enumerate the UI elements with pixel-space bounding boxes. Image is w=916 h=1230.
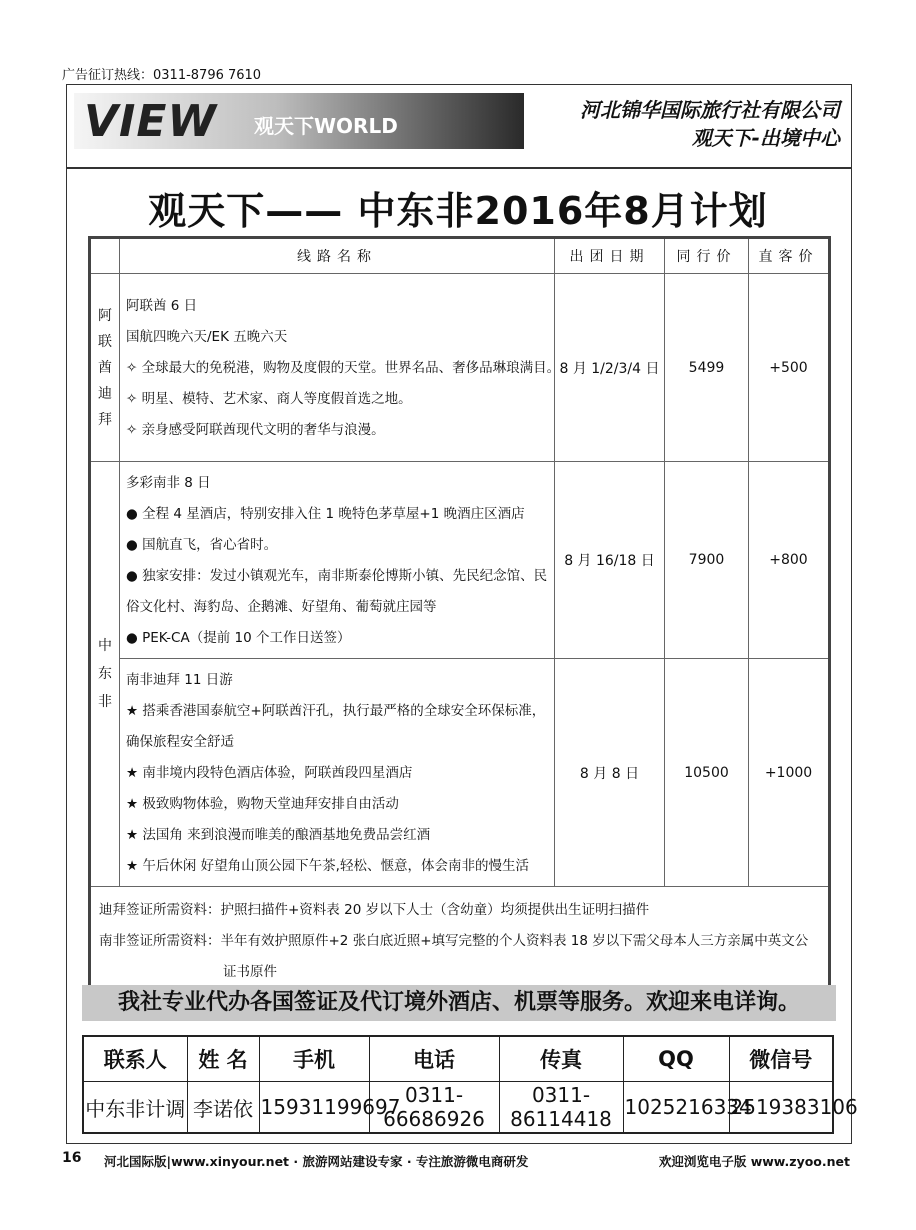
group-label-text: 中东非 (98, 638, 112, 710)
route-line: ★ 法国角 来到浪漫而唯美的酿酒基地免费品尝红酒 (126, 827, 431, 843)
route-line: ★ 南非境内段特色酒店体验，阿联酋段四星酒店 (126, 765, 413, 781)
note-dubai-visa: 迪拜签证所需资料：护照扫描件+资料表 20 岁以下人士（含幼童）均须提供出生证明扫描件 (99, 902, 650, 918)
retail-price: +500 (749, 274, 830, 462)
route-line: 南非迪拜 11 日游 (126, 672, 233, 688)
contact-header-cell: QQ (623, 1036, 729, 1082)
route-line: 确保旅程安全舒适 (126, 734, 234, 750)
depart-date: 8 月 8 日 (555, 659, 665, 887)
route-line: ✧ 全球最大的免税港，购物及度假的天堂。世界名品、奢侈品琳琅满目。 (126, 360, 561, 376)
page-number: 16 (62, 1150, 82, 1166)
contact-phone: 0311-66686926 (369, 1082, 499, 1134)
contact-header-cell: 手机 (259, 1036, 369, 1082)
visa-notes (90, 887, 830, 998)
contact-header-cell: 微信号 (729, 1036, 833, 1082)
company-name: 河北锦华国际旅行社有限公司 (580, 98, 840, 122)
route-line: ✧ 明星、模特、艺术家、商人等度假首选之地。 (126, 391, 412, 407)
route-line: ● PEK-CA（提前 10 个工作日送签） (126, 630, 351, 646)
contact-header-cell: 联系人 (83, 1036, 187, 1082)
group-label-mea (90, 462, 120, 887)
footer-right: 欢迎浏览电子版 www.zyoo.net (658, 1154, 850, 1169)
route-line: ★ 极致购物体验，购物天堂迪拜安排自由活动 (126, 796, 399, 812)
route-line: ★ 搭乘香港国泰航空+阿联酋汗孔，执行最严格的全球安全环保标准， (126, 703, 546, 719)
service-banner: 我社专业代办各国签证及代订境外酒店、机票等服务。欢迎来电详询。 (82, 985, 836, 1021)
route-cell (120, 462, 555, 659)
route-line: 多彩南非 8 日 (126, 475, 211, 491)
contact-name: 李诺依 (187, 1082, 259, 1134)
col-date: 出团日期 (555, 238, 665, 274)
contact-header-cell: 传真 (499, 1036, 623, 1082)
plan-table (88, 236, 831, 999)
contact-qq: 1025216334 (623, 1082, 729, 1134)
group-label-text: 阿联酋迪拜 (98, 307, 112, 428)
footer-left: 河北国际版|www.xinyour.net · 旅游网站建设专家 · 专注旅游微电商研发 (104, 1154, 529, 1169)
depart-date: 8 月 16/18 日 (555, 462, 665, 659)
peer-price: 10500 (665, 659, 749, 887)
contact-role: 中东非计调 (83, 1082, 187, 1134)
contact-header-row (83, 1036, 833, 1082)
table-header-row (90, 238, 830, 274)
ad-hotline: 广告征订热线：0311-8796 7610 (62, 68, 262, 83)
route-cell (120, 659, 555, 887)
route-cell (120, 274, 561, 462)
route-line: ● 全程 4 星酒店，特别安排入住 1 晚特色茅草屋+1 晚酒庄区酒店 (126, 506, 525, 522)
contact-value-row (83, 1082, 833, 1134)
contact-mobile: 15931199697 (259, 1082, 369, 1134)
route-line: ✧ 亲身感受阿联酋现代文明的奢华与浪漫。 (126, 422, 385, 438)
note-sa-visa: 南非签证所需资料：半年有效护照原件+2 张白底近照+填写完整的个人资料表 18 岁以下需父母本人三方亲属中英文公 (99, 933, 809, 949)
route-line: 国航四晚六天/EK 五晚六天 (126, 329, 288, 345)
logo-sub: 观天下WORLD (254, 114, 398, 138)
peer-price: 7900 (665, 462, 749, 659)
route-line: 俗文化村、海豹岛、企鹅滩、好望角、葡萄就庄园等 (126, 599, 437, 615)
col-route: 线路名称 (120, 238, 555, 274)
company-block (580, 96, 840, 152)
group-label-uae (90, 274, 120, 462)
contact-fax: 0311-86114418 (499, 1082, 623, 1134)
page-title: 观天下—— 中东非2016年8月计划 (148, 189, 768, 233)
logo-main: VIEW (84, 96, 218, 147)
note-sa-visa-cont: 证书原件 (223, 964, 277, 980)
table-row (90, 274, 830, 462)
header-blank (90, 238, 120, 274)
retail-price: +800 (749, 462, 830, 659)
route-line: 阿联酋 6 日 (126, 298, 198, 314)
peer-price: 5499 (665, 274, 749, 462)
contact-table (82, 1035, 858, 1134)
table-row (90, 462, 830, 659)
contact-wechat: 2519383106 (729, 1082, 833, 1134)
contact-header-cell: 电话 (369, 1036, 499, 1082)
route-line: ● 国航直飞，省心省时。 (126, 537, 278, 553)
col-peer-price: 同行价 (665, 238, 749, 274)
route-line: ★ 午后休闲 好望角山顶公园下午茶,轻松、惬意，体会南非的慢生活 (126, 858, 529, 874)
route-line: ● 独家安排：发过小镇观光车，南非斯泰伦博斯小镇、先民纪念馆、民 (126, 568, 548, 584)
retail-price: +1000 (749, 659, 830, 887)
table-row (90, 659, 830, 887)
depart-date: 8 月 1/2/3/4 日 (555, 274, 665, 462)
contact-header-cell: 姓 名 (187, 1036, 259, 1082)
col-retail-price: 直客价 (749, 238, 830, 274)
visa-notes-row (90, 887, 830, 998)
company-dept: 观天下-出境中心 (691, 126, 840, 150)
